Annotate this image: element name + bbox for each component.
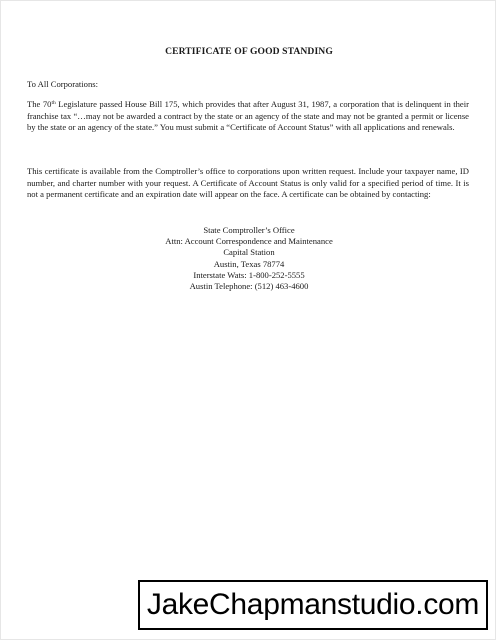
address-line-office: State Comptroller’s Office bbox=[203, 225, 295, 235]
salutation: To All Corporations: bbox=[27, 79, 99, 89]
ordinal-suffix: th bbox=[51, 100, 56, 106]
address-line-attn: Attn: Account Correspondence and Maintenance bbox=[165, 236, 333, 247]
studio-watermark: JakeChapmanstudio.com bbox=[138, 580, 488, 630]
paragraph-certificate-info: This certificate is available from the Comptroller’s office to corporations upon written request. Include your taxpayer name, ID number, and charter number with your request. A Certificate of Account Status is only valid for a specified period of time. It is not a permanent certificate and an expiration date will appear on the face. A certificate can be obtained by contacting: bbox=[27, 166, 469, 200]
paragraph-house-bill bbox=[27, 99, 469, 134]
paragraph-house-bill-prefix: The 70 bbox=[27, 99, 52, 109]
comptroller-address-block bbox=[1, 225, 496, 292]
paragraph-house-bill-rest: Legislature passed House Bill 175, which provides that after August 31, 1987, a corporation that is delinquent in their franchise tax “…may not be awarded a contract by the state or an agency of the state and may not be granted a permit or license by the state or an agency of the state.” You must submit a “Certificate of Account Status” with all applications and renewals. bbox=[27, 99, 469, 133]
address-line-station: Capital Station bbox=[223, 247, 275, 258]
address-line-city: Austin, Texas 78774 bbox=[213, 258, 285, 269]
address-line-telephone: Austin Telephone: (512) 463-4600 bbox=[189, 281, 309, 292]
address-line-wats: Interstate Wats: 1-800-252-5555 bbox=[193, 269, 305, 280]
document-title: CERTIFICATE OF GOOD STANDING bbox=[165, 46, 333, 57]
